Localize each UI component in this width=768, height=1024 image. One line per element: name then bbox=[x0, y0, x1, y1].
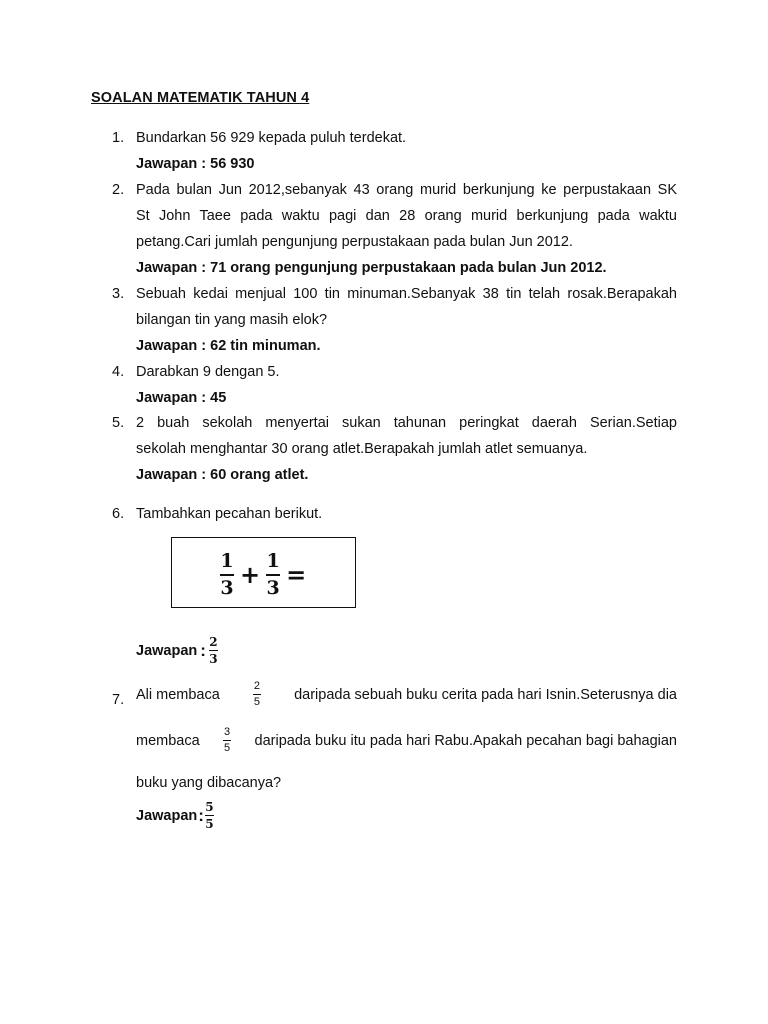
question-text: sekolah menghantar 30 orang atlet.Berapakah jumlah atlet semuanya. bbox=[136, 441, 588, 457]
question-text: buku yang dibacanya? bbox=[136, 775, 282, 791]
equals-sign: = bbox=[286, 561, 307, 589]
answer-colon: : bbox=[198, 805, 204, 825]
fraction-bar bbox=[209, 650, 218, 651]
question-number: 4. bbox=[112, 364, 125, 380]
denominator: 3 bbox=[266, 577, 280, 599]
question-text: daripada sebuah buku cerita pada hari Isnin.Seterusnya dia bbox=[294, 686, 677, 703]
numerator: 1 bbox=[220, 550, 234, 572]
fraction-bar bbox=[220, 574, 234, 576]
answer-colon: : bbox=[200, 640, 206, 660]
numerator: 2 bbox=[253, 680, 261, 692]
denominator: 5 bbox=[224, 742, 231, 754]
question-text: Darabkan 9 dengan 5. bbox=[136, 364, 280, 380]
answer-fraction bbox=[209, 636, 218, 665]
answer-row bbox=[136, 801, 677, 830]
numerator: 3 bbox=[224, 726, 231, 738]
question-number: 6. bbox=[112, 506, 125, 522]
plus-sign: + bbox=[240, 561, 261, 589]
answer-label: Jawapan bbox=[136, 807, 198, 824]
question-text: petang.Cari jumlah pengunjung perpustakaan pada bulan Jun 2012. bbox=[136, 234, 573, 250]
fraction-bar bbox=[253, 694, 261, 695]
answer-fraction bbox=[205, 801, 214, 830]
fraction-bar bbox=[205, 815, 214, 816]
question-number: 3. bbox=[112, 286, 125, 302]
denominator: 5 bbox=[253, 696, 261, 708]
answer-row bbox=[136, 636, 677, 665]
fraction-bar bbox=[223, 740, 231, 741]
question-text: Pada bulan Jun 2012,sebanyak 43 orang murid berkunjung ke perpustakaan SK bbox=[136, 182, 677, 198]
inline-fraction bbox=[223, 727, 231, 754]
question-text: Sebuah kedai menjual 100 tin minuman.Sebanyak 38 tin telah rosak.Berapakah bbox=[136, 286, 677, 302]
question-number: 7. bbox=[112, 692, 125, 708]
answer-text: Jawapan : 62 tin minuman. bbox=[136, 338, 321, 354]
question-text: Tambahkan pecahan berikut. bbox=[136, 506, 323, 522]
question-line bbox=[136, 681, 677, 708]
question-text: bilangan tin yang masih elok? bbox=[136, 312, 328, 328]
denominator: 3 bbox=[220, 577, 234, 599]
fraction-bar bbox=[266, 574, 280, 576]
fraction bbox=[266, 552, 280, 598]
question-line bbox=[136, 727, 677, 754]
fraction-addition-box bbox=[171, 537, 356, 608]
denominator: 5 bbox=[205, 817, 214, 831]
answer-text: Jawapan : 60 orang atlet. bbox=[136, 467, 309, 483]
question-number: 5. bbox=[112, 415, 125, 431]
question-text: Ali membaca bbox=[136, 686, 220, 703]
question-text: 2 buah sekolah menyertai sukan tahunan peringkat daerah Serian.Setiap bbox=[136, 415, 677, 431]
numerator: 2 bbox=[209, 635, 218, 649]
question-text: St John Taee pada waktu pagi dan 28 orang murid berkunjung pada waktu bbox=[136, 208, 677, 224]
answer-text: Jawapan : 45 bbox=[136, 390, 227, 406]
question-text: daripada buku itu pada hari Rabu.Apakah pecahan bagi bahagian bbox=[254, 732, 677, 749]
answer-text: Jawapan : 56 930 bbox=[136, 156, 255, 172]
fraction-expression bbox=[220, 552, 306, 598]
question-text: membaca bbox=[136, 732, 200, 749]
numerator: 5 bbox=[205, 800, 214, 814]
answer-text: Jawapan : 71 orang pengunjung perpustakaan pada bulan Jun 2012. bbox=[136, 260, 607, 276]
inline-fraction bbox=[253, 681, 261, 708]
question-number: 1. bbox=[112, 130, 125, 146]
page-title: SOALAN MATEMATIK TAHUN 4 bbox=[91, 90, 310, 106]
question-text: Bundarkan 56 929 kepada puluh terdekat. bbox=[136, 130, 407, 146]
denominator: 3 bbox=[209, 652, 218, 666]
fraction bbox=[220, 552, 234, 598]
answer-label: Jawapan bbox=[136, 642, 198, 659]
numerator: 1 bbox=[266, 550, 280, 572]
question-number: 2. bbox=[112, 182, 125, 198]
